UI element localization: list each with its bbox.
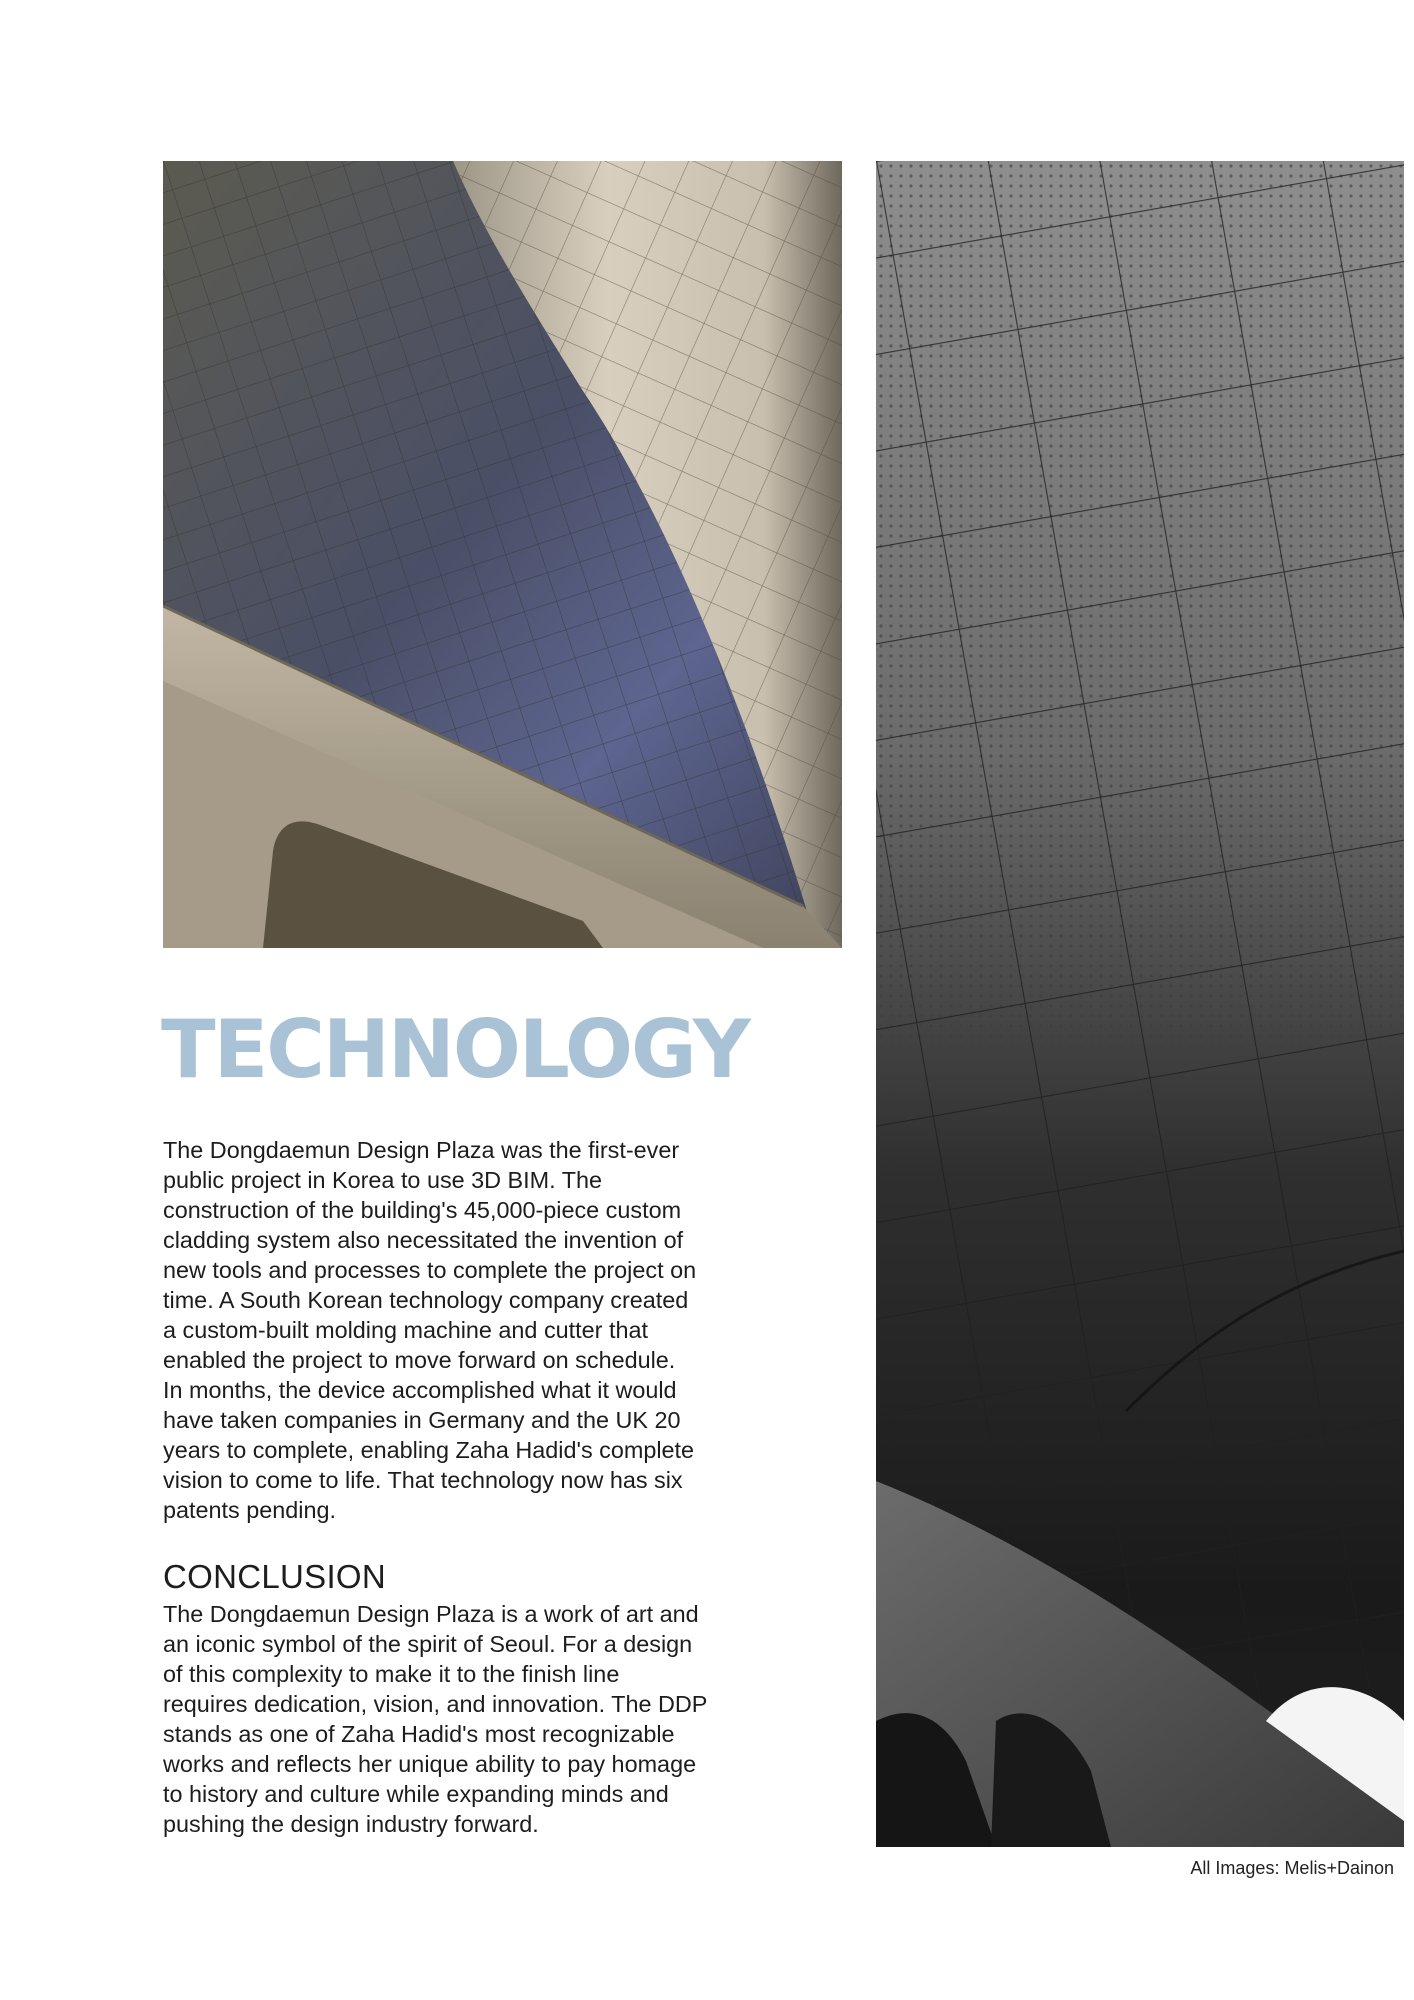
paragraph-line: stands as one of Zaha Hadid's most recognizable bbox=[163, 1721, 675, 1747]
paragraph-line: construction of the building's 45,000-piece custom bbox=[163, 1197, 682, 1223]
paragraph-line: requires dedication, vision, and innovation. The DDP bbox=[163, 1691, 708, 1717]
conclusion-heading: CONCLUSION bbox=[163, 1558, 387, 1595]
paragraph-line: years to complete, enabling Zaha Hadid's complete bbox=[163, 1437, 695, 1463]
cladding-photo-left-graphic bbox=[163, 161, 842, 948]
paragraph-line: The Dongdaemun Design Plaza was the first-ever bbox=[163, 1137, 680, 1163]
paragraph-line: vision to come to life. That technology now has six bbox=[163, 1467, 683, 1493]
paragraph-line: have taken companies in Germany and the UK 20 bbox=[163, 1407, 681, 1433]
paragraph-line: time. A South Korean technology company created bbox=[163, 1287, 689, 1313]
conclusion-paragraph bbox=[163, 1599, 763, 1839]
cladding-photo-right-graphic bbox=[876, 161, 1404, 1847]
section-heading-technology: TECHNOLOGY bbox=[161, 1003, 749, 1096]
paragraph-line: cladding system also necessitated the invention of bbox=[163, 1227, 684, 1253]
paragraph-line: public project in Korea to use 3D BIM. The bbox=[163, 1167, 603, 1193]
paragraph-line: of this complexity to make it to the finish line bbox=[163, 1661, 620, 1687]
paragraph-line: pushing the design industry forward. bbox=[163, 1811, 539, 1837]
paragraph-line: an iconic symbol of the spirit of Seoul. For a design bbox=[163, 1631, 693, 1657]
paragraph-line: The Dongdaemun Design Plaza is a work of art and bbox=[163, 1601, 699, 1627]
paragraph-line: a custom-built molding machine and cutter that bbox=[163, 1317, 648, 1343]
paragraph-line: patents pending. bbox=[163, 1497, 336, 1523]
cladding-photo-left bbox=[163, 161, 842, 948]
paragraph-line: In months, the device accomplished what it would bbox=[163, 1377, 677, 1403]
paragraph-line: works and reflects her unique ability to pay homage bbox=[163, 1751, 697, 1777]
cladding-photo-right bbox=[876, 161, 1404, 1847]
paragraph-line: new tools and processes to complete the project on bbox=[163, 1257, 697, 1283]
image-credit: All Images: Melis+Dainon bbox=[1190, 1858, 1394, 1878]
technology-paragraph bbox=[163, 1135, 763, 1525]
paragraph-line: to history and culture while expanding minds and bbox=[163, 1781, 669, 1807]
paragraph-line: enabled the project to move forward on schedule. bbox=[163, 1347, 676, 1373]
